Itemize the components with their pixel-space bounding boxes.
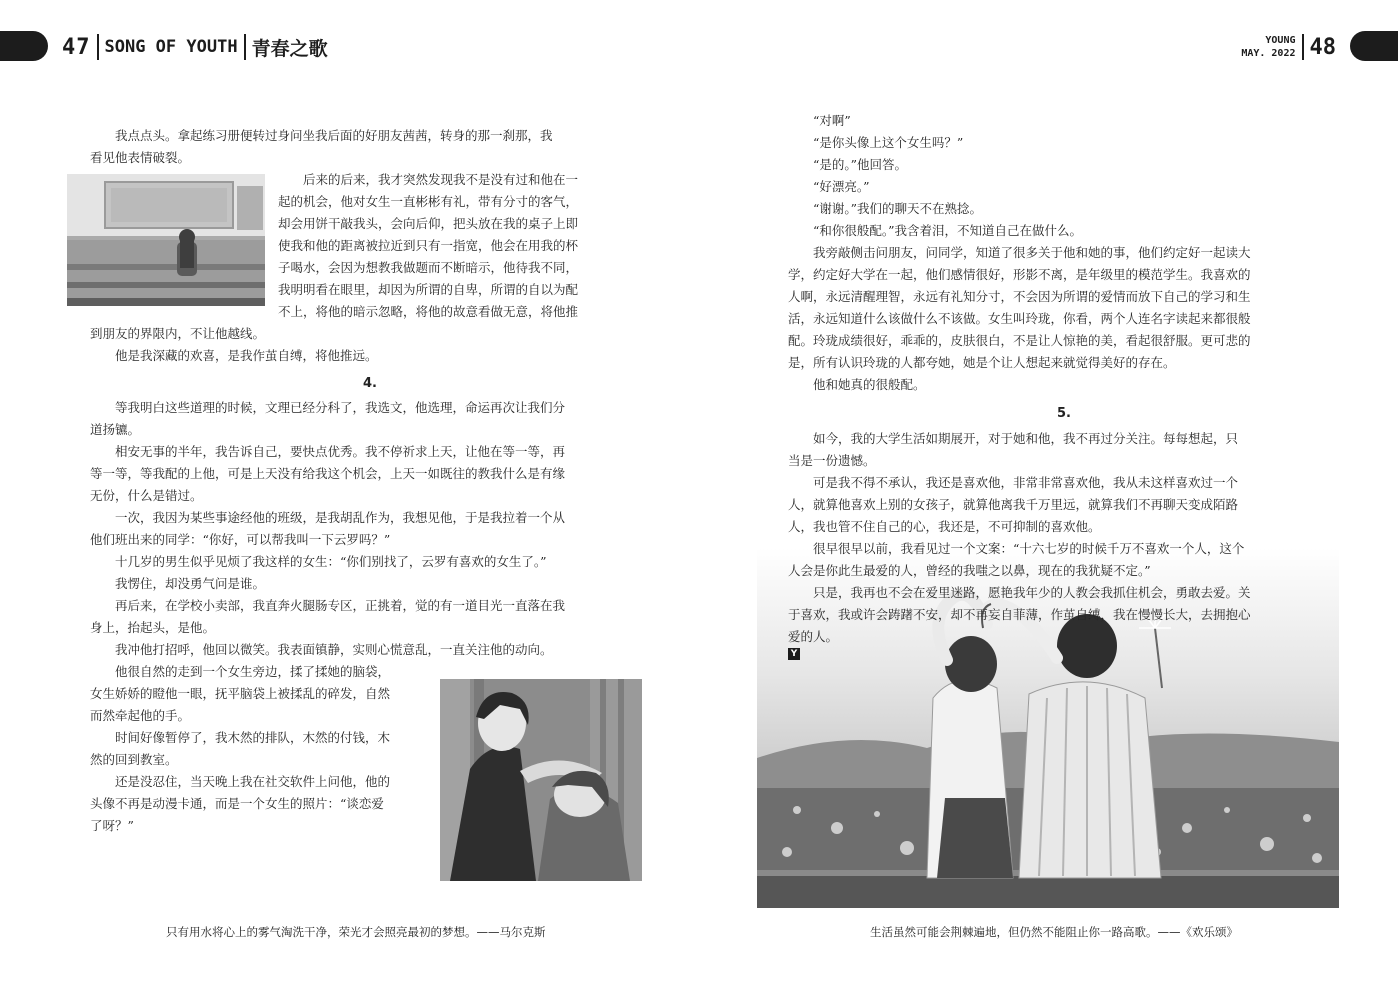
header-divider [97, 34, 99, 60]
right-footer-quote: 生活虽然可能会荆棘遍地，但仍然不能阻止你一路高歌。——《欢乐颂》 [870, 925, 1238, 939]
right-main-text: 如今，我的大学生活如期展开，对于她和他，我不再过分关注。每每想起，只 当是一份遗憾。 可是我不得不承认，我还是喜欢他，非常非常喜欢他，我从未这样喜欢过一个 人，就算他喜欢上别的女孩子，就算他离我千万里远，就算我们不再聊天变成陌路 人，我也管不住自己的心，我还是，不可抑制的喜欢他。 很早很早以前，我看见过一个文案：“十六七岁的时候千万不喜欢一个人，这个 人会是你此生最爱的人，曾经的我嗤之以鼻，现在的我犹疑不定。” 只是，我再也不会在爱里迷路，愿艳我年少的人教会我抓住机会，勇敢去爱。关 于喜欢，我或许会踌躇不安，却不再妄自菲薄，作茧自缚，我在慢慢长大，去拥抱心 爱的人。 Y [788, 431, 1251, 659]
magazine-title-cn: 青春之歌 [251, 37, 328, 60]
left-footer-quote: 只有用水将心上的雾气淘洗干净，荣光才会照亮最初的梦想。——马尔克斯 [166, 925, 546, 939]
magazine-name: YOUNG [1265, 35, 1296, 46]
right-page-number: 48 [1309, 34, 1336, 60]
header-right [1241, 32, 1336, 62]
section-5-heading: 5. [1057, 406, 1071, 421]
y-end-mark-icon: Y [788, 648, 800, 660]
left-main-text: 等我明白这些道理的时候，文理已经分科了，我选文，他选理，命运再次让我们分 道扬镳。 相安无事的半年，我告诉自己，要快点优秀。我不停祈求上天，让他在等一等，再 等一等，等我配的上他，可是上天没有给我这个机会，上天一如既往的教我什么是有缘 无份，什么是错过。 一次，我因为某些事途经他的班级，是我胡乱作为，我想见他，于是我拉着一个从 他们班出来的同学：“你好，可以帮我叫一下云罗吗？” 十几岁的男生似乎见烦了我这样的女生：“你们别找了，云罗有喜欢的女生了。” 我愣住，却没勇气问是谁。 再后来，在学校小卖部，我直奔火腿肠专区，正挑着，觉的有一道目光一直落在我 身上，抬起头，是他。 我冲他打招呼，他回以微笑。我表面镇静，实则心慌意乱，一直关注他的动向。 [90, 400, 566, 657]
header-right-pill [1350, 31, 1398, 61]
right-dialogue: “对啊” “是你头像上这个女生吗？” “是的。”他回答。 “好漂亮。” “谢谢。”我们的聊天不在熟捻。 “和你很般配。”我含着泪，不知道自己在做什么。 我旁敲侧击问朋友，问同学，知道了很多关于他和她的事，他们约定好一起读大 学，约定好大学在一起，他们感情很好，形影不离，是年级里的模范学生。我喜欢的 人啊，永远清醒理智，永远有礼知分寸，不会因为所谓的爱情而放下自己的学习和生 活，永远知道什么该做什么不该做。女生叫玲珑，你看，两个人连名字读起来都很般 配。玲珑成绩很好，乖乖的，皮肤很白，不是让人惊艳的美，看起很舒服。更可悲的 是，所有认识玲珑的人都夸她，她是个让人想起来就觉得美好的存在。 他和她真的很般配。 [788, 113, 1251, 392]
header-divider [1302, 34, 1304, 60]
header-left [62, 32, 328, 62]
section-4-heading: 4. [363, 376, 377, 391]
header-left-pill [0, 31, 48, 61]
left-paragraph-1: 我点点头。拿起练习册便转过身问坐我后面的好朋友茜茜，转身的那一刹那，我 看见他表情破裂。 [90, 128, 553, 165]
issue-date: MAY. 2022 [1241, 48, 1296, 59]
left-paragraph-2: 后来的后来，我才突然发现我不是没有过和他在一 起的机会，他对女生一直彬彬有礼，带有分寸的客气， 却会用饼干敲我头，会向后仰，把头放在我的桌子上即 使我和他的距离被拉近到只有一指宽，他会在用我的杯 子喝水，会因为想教我做题而不断暗示，他待我不同， 我明明看在眼里，却因为所谓的自卑，所谓的自以为配 不上，将他的暗示忽略，将他的故意看做无意，将他推 [278, 172, 579, 319]
classroom-image [67, 174, 265, 306]
magazine-title-en: SONG OF YOUTH [104, 37, 238, 57]
header-divider [244, 34, 246, 60]
anime-couple-illustration [440, 679, 642, 881]
left-wrap-text: 他很自然的走到一个女生旁边，揉了揉她的脑袋， 女生娇娇的瞪他一眼，抚平脑袋上被揉乱的碎发，自然 而然牵起他的手。 时间好像暂停了，我木然的排队，木然的付钱，木 然的回到教室。 还是没忍住，当天晚上我在社交软件上问他，他的 头像不再是动漫卡通，而是一个女生的照片：“谈恋爱 了呀？” [90, 664, 391, 833]
left-page-number: 47 [62, 34, 91, 60]
left-paragraph-2-end: 到朋友的界限内，不让他越线。 他是我深藏的欢喜，是我作茧自缚，将他推远。 [90, 326, 378, 363]
